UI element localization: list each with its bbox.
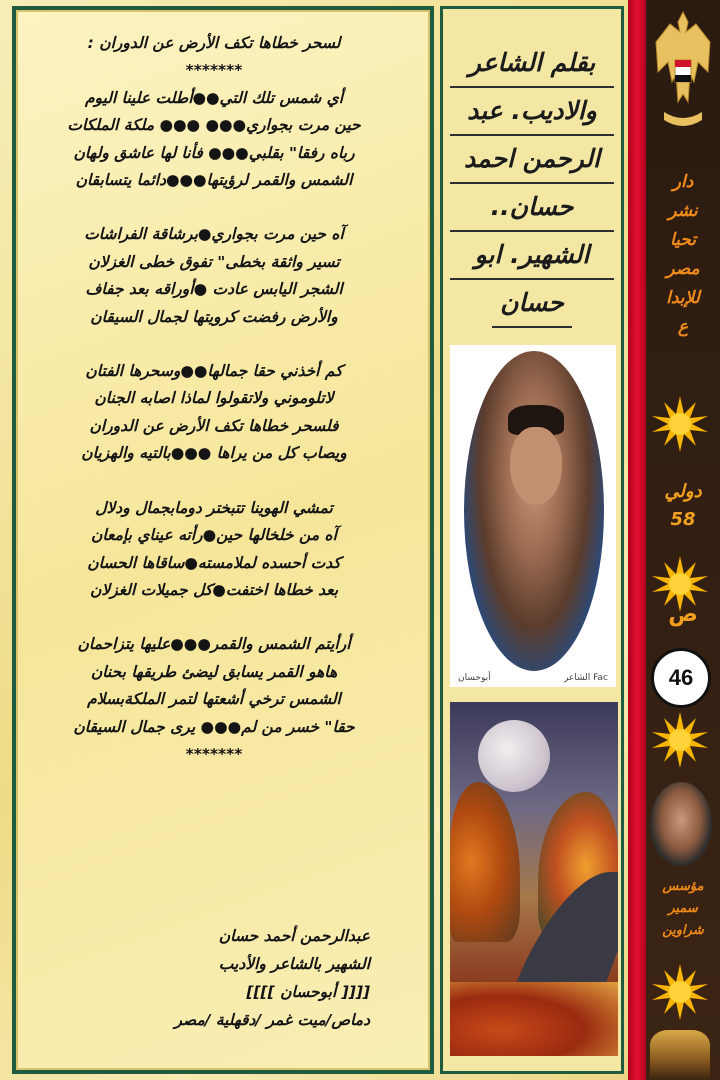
founder-photo [650,782,712,866]
international-badge [646,478,720,534]
poem-line: آه حين مرت بجواري●برشاقة الفراشات [84,225,344,244]
eagle-emblem-icon [650,2,716,152]
poem-line: حقا" خسر من لم●●● يرى جمال السيقان [73,717,355,736]
publisher-line: للإبدا [666,288,700,308]
founder-line: سمير [668,901,698,916]
international-line: 58 [670,509,696,530]
poem-line: حين مرت بجواري●●● ●●● ملكة الملكات [67,116,361,135]
poem-line: تمشي الهوينا تتبختر دومابجمال ودلال [95,498,333,517]
poem-line: ويصاب كل من يراها ●●●بالتيه والهزيان [81,444,347,463]
poem-line: ******* [185,61,243,80]
author-line: بقلم الشاعر [450,40,614,88]
page-label: ص [668,602,698,627]
poem-line: ******* [185,744,243,763]
founder-line: شراوين [662,923,704,938]
signature-line: الشهير بالشاعر والأديب [218,955,370,973]
poem-line: هاهو القمر يسابق ليضئ طريقها بحنان [90,662,338,681]
signature-line: [[[[ أبوحسان ]]]] [246,983,370,1001]
poem-line: تسير واثقة بخطى" تفوق خطى الغزلان [88,252,340,271]
poem-line: بعد خطاها اختفت●كل جميلات الغزلان [89,580,339,599]
publisher-line: تحيا [669,230,696,250]
moon-shape [478,720,550,792]
page-number: 46 [651,648,711,708]
poet-portrait-image [450,345,616,687]
author-line: الرحمن احمد [450,136,614,184]
poem-line: كم أخذني حقا جمالها●●وسحرها الفتان [85,362,343,381]
signature-line: عبدالرحمن أحمد حسان [218,927,370,945]
poem-line: أرأيتم الشمس والقمر●●●عليها يتزاحمان [77,635,351,654]
poem-line: آه من خلخالها حين●رأته عيناي بإمعان [91,526,337,545]
author-line: والاديب. عبد [450,88,614,136]
author-credit [442,40,622,328]
publisher-line: نشر [668,201,698,221]
portrait-face [510,427,562,505]
poem-line: كدت أحسده لملامسته●ساقاها الحسان [87,553,341,572]
author-line: حسان.. [450,184,614,232]
founder-credit [646,876,720,942]
poem-line: الشمس والقمر لرؤيتها●●●دائما يتسابقان [75,171,353,190]
publisher-line: دار [672,172,694,192]
poem-line: الشمس ترخي أشعتها لتمر الملكةبسلام [87,690,341,709]
poem-line: رباه رفقا" بقلبي●●● فأنا لها عاشق ولهان [73,143,355,162]
pharaoh-emblem-icon [650,1030,710,1080]
portrait-oval [464,351,604,671]
author-line: الشهير. ابو [450,232,614,280]
trees-left [450,782,520,942]
red-strip [628,0,646,1080]
sun-icon [652,396,708,452]
fallen-leaves [450,982,618,1056]
signature-line: دماص/ميت غمر /دقهلية /مصر [174,1011,370,1029]
poem-line: الشجر اليابس عادت ●أوراقه بعد جفاف [85,280,343,299]
poem-line: فلسحر خطاها تكف الأرض عن الدوران [89,416,339,435]
international-line: دولي [664,481,702,502]
author-line: حسان [492,280,572,328]
poem-line: لاتلوموني ولاتقولوا لماذا اصابه الجنان [94,389,334,408]
publisher-line: مصر [666,259,700,279]
publisher-name [646,168,720,342]
poem-line: لسحر خطاها تكف الأرض عن الدوران : [87,34,341,52]
founder-line: مؤسس [662,879,704,894]
publisher-line: ع [677,317,689,337]
portrait-caption-right: الشاعر Fac [563,673,608,683]
portrait-caption-left: أبوحسان [458,673,491,683]
autumn-road-image [450,702,618,1056]
poet-signature [40,922,370,1034]
sun-icon [652,712,708,768]
poem-line: والأرض رفضت كرويتها لجمال السيقان [90,307,338,326]
sun-icon [652,964,708,1020]
poem-text [24,30,404,768]
poem-line: أي شمس تلك التي●●أطلت علينا اليوم [84,88,344,107]
